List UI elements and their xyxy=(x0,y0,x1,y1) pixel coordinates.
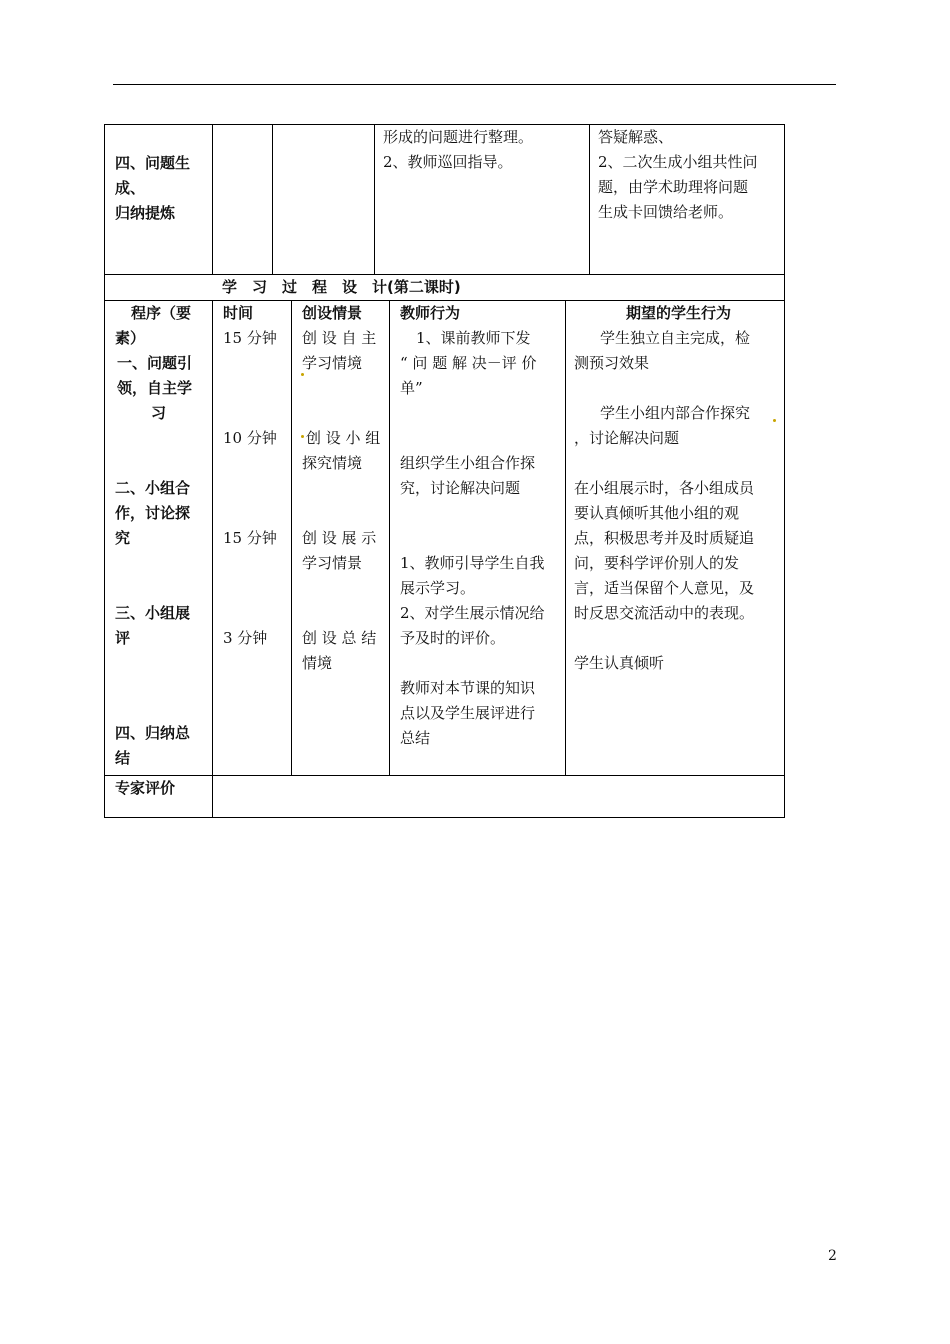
procedure-header: 素） xyxy=(115,329,146,347)
scenario-line: 创 设 小 组 xyxy=(306,429,381,447)
teacher-line: 究，讨论解决问题 xyxy=(400,479,521,497)
procedure-item-line: 四、归纳总 xyxy=(115,724,191,742)
scenario-column xyxy=(292,301,390,776)
time-header: 时间 xyxy=(223,304,254,322)
header-rule xyxy=(113,84,836,85)
marker-dot xyxy=(301,373,304,376)
expert-evaluation-cell xyxy=(213,776,785,818)
scenario-line: 创 设 总 结 xyxy=(302,629,377,647)
procedure-item-line: 评 xyxy=(115,629,131,647)
student-line: 问，要科学评价别人的发 xyxy=(574,554,740,572)
stage-label-line: 成、 xyxy=(115,179,146,197)
procedure-item-line: 习 xyxy=(151,404,167,422)
scenario-header: 创设情景 xyxy=(302,304,363,322)
student-line: 学生认真倾听 xyxy=(574,654,665,672)
teacher-line: 予及时的评价。 xyxy=(400,629,506,647)
student-line: 答疑解惑、 xyxy=(598,128,674,146)
procedure-item-line: 领，自主学 xyxy=(117,379,193,397)
student-column xyxy=(566,301,785,776)
teacher-line: 单” xyxy=(400,379,423,397)
procedure-item-line: 三、小组展 xyxy=(115,604,191,622)
student-line: 要认真倾听其他小组的观 xyxy=(574,504,740,522)
empty-cell xyxy=(273,125,375,275)
procedure-item-line: 结 xyxy=(115,749,131,767)
student-line: 学生独立自主完成，检 xyxy=(600,329,751,347)
student-line: 时反思交流活动中的表现。 xyxy=(574,604,755,622)
scenario-line: 创 设 展 示 xyxy=(302,529,377,547)
teacher-line: 形成的问题进行整理。 xyxy=(383,128,534,146)
teacher-line: 组织学生小组合作探 xyxy=(400,454,536,472)
student-line: 测预习效果 xyxy=(574,354,650,372)
procedure-item-line: 作，讨论探 xyxy=(115,504,191,522)
student-line: 生成卡回馈给老师。 xyxy=(598,203,734,221)
teacher-line: 2、教师巡回指导。 xyxy=(383,153,513,171)
procedure-item-line: 究 xyxy=(115,529,131,547)
stage-label-line: 四、问题生 xyxy=(115,154,191,172)
stage-label-line: 归纳提炼 xyxy=(115,204,176,222)
expert-label: 专家评价 xyxy=(115,779,176,797)
procedure-header: 程序（要 xyxy=(131,304,192,322)
time-value: 3 分钟 xyxy=(223,629,268,647)
time-value: 10 分钟 xyxy=(223,429,277,447)
empty-cell xyxy=(213,125,273,275)
student-line: 题，由学术助理将问题 xyxy=(598,178,749,196)
student-line: 学生小组内部合作探究 xyxy=(600,404,751,422)
time-value: 15 分钟 xyxy=(223,329,277,347)
procedure-item-line: 二、小组合 xyxy=(115,479,191,497)
scenario-line: 探究情境 xyxy=(302,454,363,472)
teacher-header: 教师行为 xyxy=(400,304,461,322)
teacher-line: 教师对本节课的知识 xyxy=(400,679,536,697)
time-value: 15 分钟 xyxy=(223,529,277,547)
time-column xyxy=(213,301,292,776)
teacher-line: 总结 xyxy=(400,729,431,747)
top-table xyxy=(104,124,785,301)
marker-dot xyxy=(773,419,776,422)
section-title: 学 习 过 程 设 计(第二课时) xyxy=(222,278,461,296)
marker-dot xyxy=(301,435,304,438)
stage-cell xyxy=(105,125,213,275)
teacher-line: 1、课前教师下发 xyxy=(416,329,531,347)
expert-label-cell xyxy=(105,776,213,818)
teacher-line: 1、教师引导学生自我 xyxy=(400,554,545,572)
teacher-line: 点以及学生展评进行 xyxy=(400,704,536,722)
teacher-line: 展示学习。 xyxy=(400,579,476,597)
student-line: 在小组展示时，各小组成员 xyxy=(574,479,755,497)
student-line: 点，积极思考并及时质疑追 xyxy=(574,529,755,547)
page-number: 2 xyxy=(828,1248,837,1264)
student-line: 2、二次生成小组共性问 xyxy=(598,153,758,171)
teacher-column xyxy=(390,301,566,776)
teacher-cell xyxy=(375,125,590,275)
student-line: ，讨论解决问题 xyxy=(574,429,680,447)
procedure-column xyxy=(105,301,213,776)
scenario-line: 学习情境 xyxy=(302,354,363,372)
scenario-line: 情境 xyxy=(302,654,333,672)
section-title-cell xyxy=(105,275,785,301)
lesson-table xyxy=(104,300,785,818)
teacher-line: “ 问 题 解 决－评 价 xyxy=(400,354,537,372)
procedure-item-line: 一、问题引 xyxy=(117,354,193,372)
scenario-line: 学习情景 xyxy=(302,554,363,572)
teacher-line: 2、对学生展示情况给 xyxy=(400,604,545,622)
scenario-line: 创 设 自 主 xyxy=(302,329,377,347)
student-cell xyxy=(590,125,785,275)
student-header: 期望的学生行为 xyxy=(626,304,732,322)
student-line: 言，适当保留个人意见，及 xyxy=(574,579,755,597)
